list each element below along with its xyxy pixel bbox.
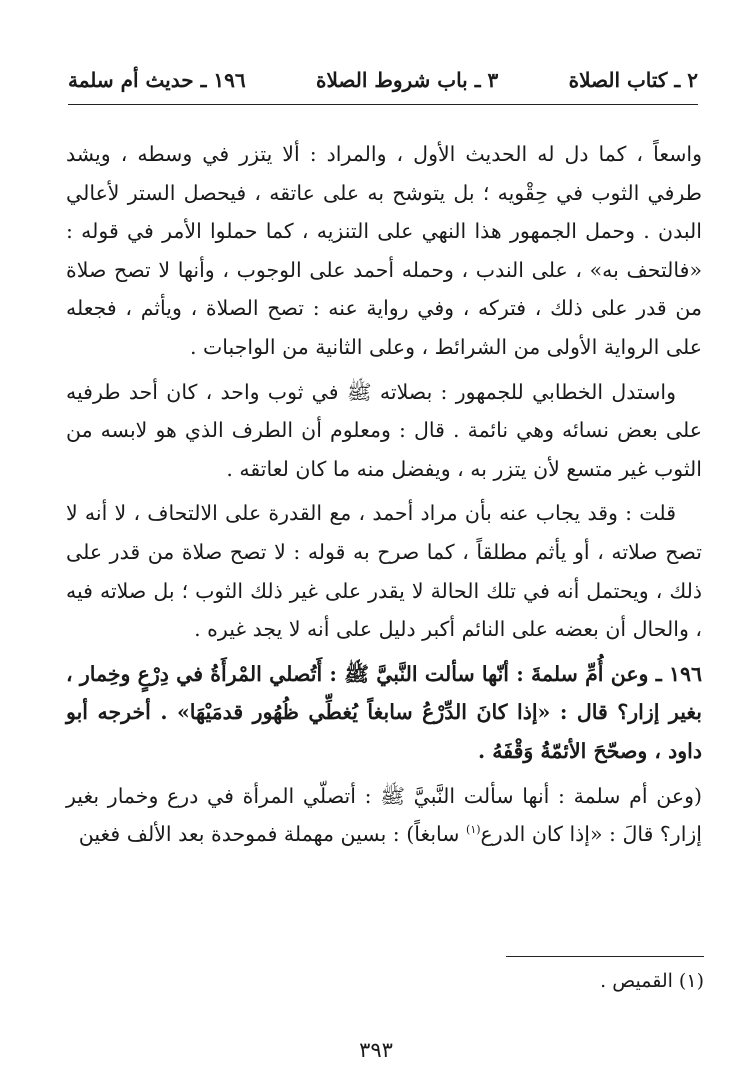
header-chapter-title: ٣ ـ باب شروط الصلاة xyxy=(315,68,499,92)
footnote-divider xyxy=(506,956,704,957)
page-number: ٣٩٣ xyxy=(359,1038,393,1062)
paragraph-1: واسعاً ، كما دل له الحديث الأول ، والمراد : ألا يتزر في وسطه ، ويشد طرفي الثوب في حِقْويه ؛ بل يتوشح به على عاتقه ، فيحصل الستر لأعالي البدن . وحمل الجمهور هذا النهي على التنزيه ، كما حملوا الأمر في قوله : «فالتحف به» ، على الندب ، وحمله أحمد على الوجوب ، وأنها لا تصح صلاة من قدر على ذلك ، فتركه ، وفي رواية عنه : تصح الصلاة ، ويأثم ، فجعله على الرواية الأولى من الشرائط ، وعلى الثانية من الواجبات . xyxy=(66,142,702,359)
hadith-196: ١٩٦ ـ وعن أُمِّ سلمةَ : أنّها سألت النَّبيَّ ﷺ : أَتُصلي المْرأَةُ في دِرْعٍ وخِمار ، بغير إزار؟ قال : «إذا كانَ الدِّرْعُ سابغاً يُغطِّي ظُهُور قدمَيْهَا» . أخرجه أبو داود ، وصحّحَ الأئمّةُ وَقْفَهُ . xyxy=(66,661,702,763)
paragraph-3: قلت : وقد يجاب عنه بأن مراد أحمد ، مع القدرة على الالتحاف ، لا أنه لا تصح صلاته ، أو يأثم مطلقاً ، كما صرح به قوله : لا تصح صلاة من قدر على ذلك ، ويحتمل أنه في تلك الحالة لا يقدر على غير ذلك الثوب ؛ بل صلاته فيه ، والحال أن بعضه على النائم أكبر دليل على أنه لا يجد غيره . xyxy=(66,501,702,642)
paragraph-5-start: (وعن أم سلمة : أنها سألت النَّبيَّ ﷺ : أتصلّي المرأة في درع وخمار بغير إزار؟ قالَ : «إذا كان الدرع xyxy=(66,783,702,847)
paragraph-5 xyxy=(66,777,702,854)
header-divider xyxy=(68,104,698,105)
paragraph-2: واستدل الخطابي للجمهور : بصلاته ﷺ في ثوب واحد ، كان أحد طرفيه على بعض نسائه وهي نائمة . قال : ومعلوم أن الطرف الذي هو لابسه من الثوب غير متسع لأن يتزر به ، ويفضل منه ما كان لعاتقه . xyxy=(66,379,702,481)
footnote-reference[interactable]: (١) xyxy=(466,823,481,837)
footnote: (١) القميص . xyxy=(600,970,704,992)
paragraph-5-end: سابغاً) : بسين مهملة فموحدة بعد الألف فغين xyxy=(78,822,460,847)
main-text xyxy=(66,135,702,860)
header-hadith-title: ١٩٦ ـ حديث أم سلمة xyxy=(68,68,246,92)
header-book-title: ٢ ـ كتاب الصلاة xyxy=(568,68,698,92)
running-header xyxy=(68,60,698,100)
